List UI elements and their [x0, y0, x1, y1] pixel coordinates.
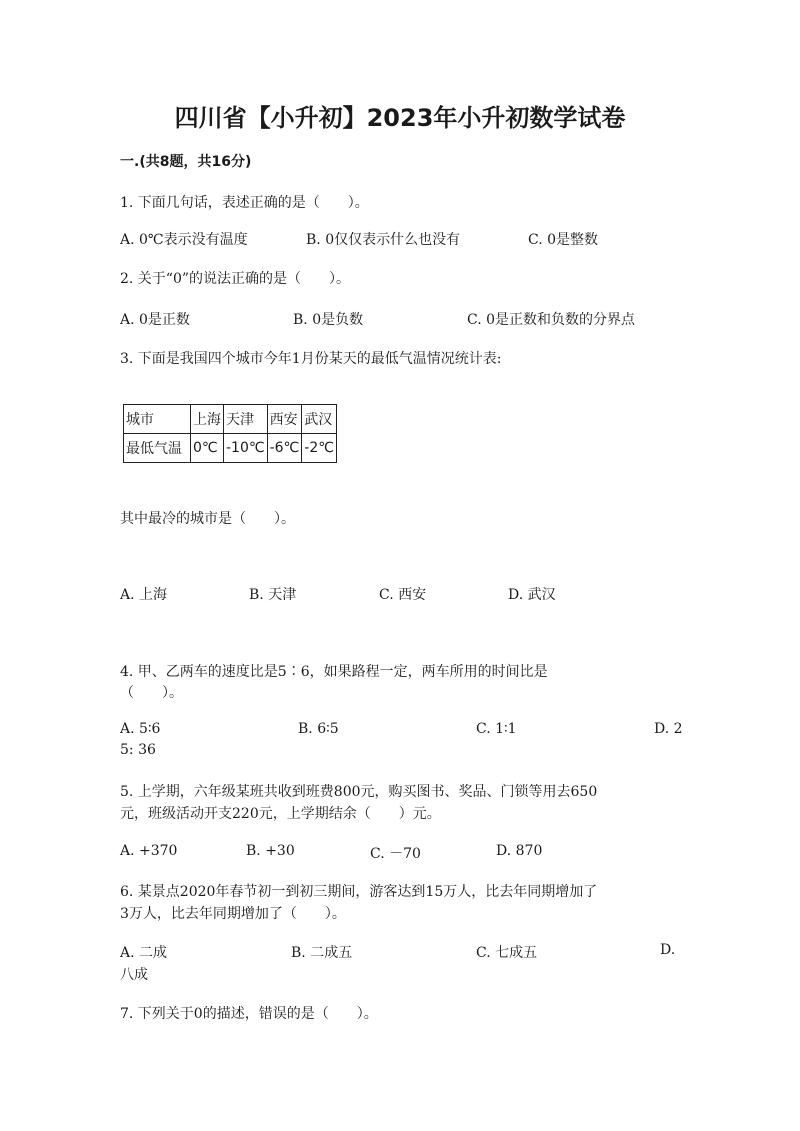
table-cell: 最低气温 — [124, 434, 191, 463]
question-6-stem-line-1: 6. 某景点2020年春节初一到初三期间，游客达到15万人，比去年同期增加了 — [120, 884, 598, 900]
table-cell: 城市 — [124, 405, 191, 434]
question-2-option-b: B. 0是负数 — [293, 312, 364, 328]
question-1-option-a: A. 0℃表示没有温度 — [120, 232, 248, 248]
question-3-stem: 3. 下面是我国四个城市今年1月份某天的最低气温情况统计表: — [120, 351, 502, 367]
question-6-option-c: C. 七成五 — [476, 945, 538, 961]
question-1-option-c: C. 0是整数 — [528, 232, 599, 248]
question-6-option-d: D. — [660, 942, 676, 958]
question-4-option-c: C. 1∶1 — [476, 721, 517, 737]
question-3-option-c: C. 西安 — [379, 587, 427, 603]
table-header-row — [124, 405, 337, 434]
question-3-option-a: A. 上海 — [120, 587, 168, 603]
question-1-option-b: B. 0仅仅表示什么也没有 — [306, 232, 461, 248]
question-5-option-b: B. +30 — [246, 843, 295, 859]
question-6-option-a: A. 二成 — [120, 945, 168, 961]
table-cell: 0℃ — [191, 434, 224, 463]
question-1-stem: 1. 下面几句话，表述正确的是（ ）。 — [120, 195, 369, 211]
question-5-option-c: C. －70 — [370, 846, 421, 862]
question-5-option-d: D. 870 — [496, 843, 543, 859]
table-cell: 上海 — [191, 405, 224, 434]
table-cell: 西安 — [267, 405, 302, 434]
table-cell: -2℃ — [302, 434, 337, 463]
table-cell: -6℃ — [267, 434, 302, 463]
question-4-stem-line-2: （ ）。 — [120, 685, 183, 701]
question-3-option-d: D. 武汉 — [508, 587, 556, 603]
question-4-option-b: B. 6∶5 — [298, 721, 339, 737]
question-3-followup: 其中最冷的城市是（ ）。 — [120, 511, 295, 527]
question-2-option-a: A. 0是正数 — [120, 312, 190, 328]
question-6-stem-line-2: 3万人，比去年同期增加了（ ）。 — [120, 906, 346, 922]
question-4-option-d-continued: 5: 36 — [120, 742, 156, 758]
question-7-stem: 7. 下列关于0的描述，错误的是（ ）。 — [120, 1006, 378, 1022]
question-6-option-d-continued: 八成 — [120, 967, 148, 983]
table-cell: 天津 — [224, 405, 268, 434]
question-4-option-a: A. 5∶6 — [120, 721, 161, 737]
question-5-stem-line-2: 元，班级活动开支220元，上学期结余（ ）元。 — [120, 806, 441, 822]
question-4-option-d: D. 2 — [654, 721, 683, 737]
table-row — [124, 434, 337, 463]
question-2-option-c: C. 0是正数和负数的分界点 — [467, 312, 636, 328]
table-cell: -10℃ — [224, 434, 268, 463]
question-5-stem-line-1: 5. 上学期，六年级某班共收到班费800元，购买图书、奖品、门锁等用去650 — [120, 784, 598, 800]
question-6-option-b: B. 二成五 — [291, 945, 353, 961]
table-cell: 武汉 — [302, 405, 337, 434]
question-3-option-b: B. 天津 — [249, 587, 297, 603]
question-2-stem: 2. 关于“0”的说法正确的是（ ）。 — [120, 271, 351, 287]
question-5-option-a: A. +370 — [120, 843, 178, 859]
temperature-table — [123, 404, 337, 463]
exam-title: 四川省【小升初】2023年小升初数学试卷 — [174, 104, 626, 132]
question-4-stem-line-1: 4. 甲、乙两车的速度比是5∶6，如果路程一定，两车所用的时间比是 — [120, 664, 548, 680]
section-heading: 一.(共8题，共16分) — [120, 154, 252, 170]
